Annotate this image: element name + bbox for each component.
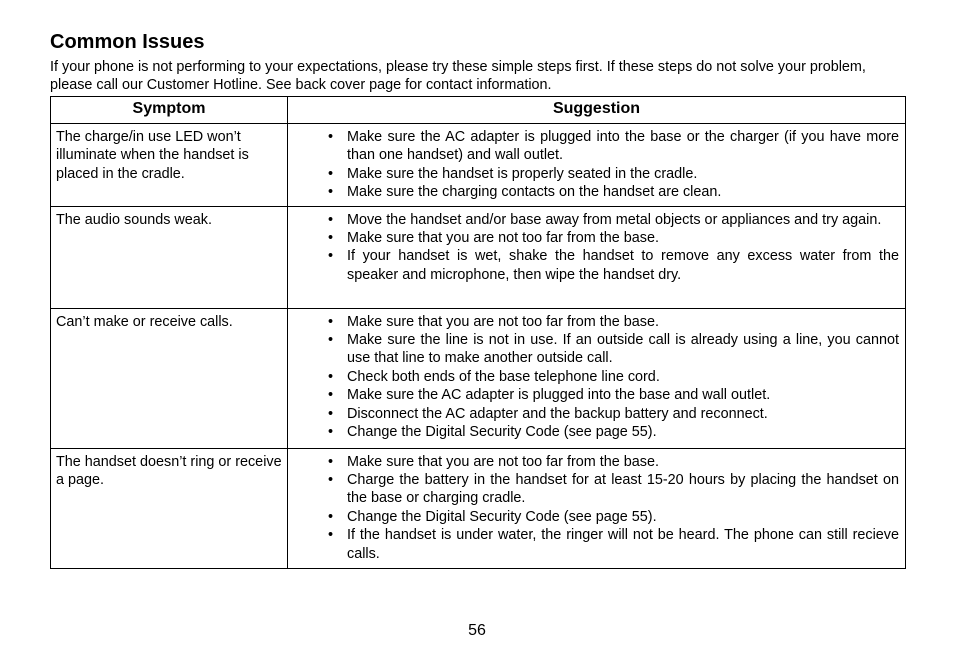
page-number: 56 [468,622,486,639]
suggestion-list [328,128,899,202]
suggestion-text: Charge the battery in the handset for at least 15-20 hours by placing the handset on the base or charging cradle. [347,472,899,507]
suggestion-text: If the handset is under water, the ringer will not be heard. The phone can still recieve calls. [347,527,899,562]
bullet-icon: • [328,313,334,330]
suggestion-item [328,331,899,368]
bullet-icon: • [328,472,334,489]
suggestion-text: Make sure the AC adapter is plugged into the base or the charger (if you have more than one handset) and wall outlet. [347,129,899,164]
bullet-icon: • [328,424,334,441]
suggestion-text: Make sure the AC adapter is plugged into the base and wall outlet. [347,387,771,404]
suggestion-item [328,526,899,563]
suggestion-text: Make sure the handset is properly seated in the cradle. [347,165,698,182]
suggestion-text: Move the handset and/or base away from metal objects or appliances and try again. [347,211,882,228]
suggestion-item [328,247,899,284]
symptom-cell: The handset doesn’t ring or receive a page. [51,448,288,568]
table-header-row [51,97,906,124]
suggestion-item [328,423,899,441]
common-issues-table [50,96,906,569]
suggestion-cell [288,448,906,568]
symptom-cell: The charge/in use LED won’t illuminate when the handset is placed in the cradle. [51,124,288,207]
suggestion-item [328,229,899,247]
suggestion-item [328,405,899,423]
bullet-icon: • [328,248,334,265]
bullet-icon: • [328,230,334,247]
suggestion-text: Make sure that you are not too far from the base. [347,230,659,247]
suggestion-item [328,368,899,386]
bullet-icon: • [328,508,334,525]
bullet-icon: • [328,387,334,404]
suggestion-text: If your handset is wet, shake the handset to remove any excess water from the speaker and microphone, then wipe the handset dry. [347,248,899,283]
suggestion-item [328,453,899,471]
suggestion-list [328,211,899,285]
bullet-icon: • [328,453,334,470]
bullet-icon: • [328,184,334,201]
suggestion-item [328,313,899,331]
suggestion-item [328,386,899,404]
suggestion-cell [288,206,906,308]
suggestion-cell [288,124,906,207]
suggestion-item [328,211,899,229]
table-row [51,206,906,308]
table-row [51,448,906,568]
bullet-icon: • [328,165,334,182]
suggestion-column-header: Suggestion [288,97,906,124]
page-title: Common Issues [50,31,205,53]
suggestion-text: Make sure the charging contacts on the handset are clean. [347,184,722,201]
bullet-icon: • [328,368,334,385]
suggestion-item [328,508,899,526]
suggestion-list [328,313,899,442]
suggestion-item [328,183,899,201]
table-row [51,124,906,207]
suggestion-cell [288,308,906,448]
suggestion-text: Disconnect the AC adapter and the backup battery and reconnect. [347,405,768,422]
suggestion-text: Make sure the line is not in use. If an outside call is already using a line, you cannot use that line to make another outside call. [347,332,899,367]
symptom-column-header: Symptom [51,97,288,124]
symptom-cell: Can’t make or receive calls. [51,308,288,448]
bullet-icon: • [328,527,334,544]
bullet-icon: • [328,211,334,228]
intro-paragraph: If your phone is not performing to your expectations, please try these simple steps first. If these steps do not solve your problem, please call our Customer Hotline. See back cover page for contact information. [50,59,866,94]
suggestion-text: Change the Digital Security Code (see page 55). [347,424,657,441]
bullet-icon: • [328,405,334,422]
suggestion-text: Change the Digital Security Code (see page 55). [347,508,657,525]
suggestion-list [328,453,899,563]
suggestion-text: Check both ends of the base telephone line cord. [347,368,660,385]
suggestion-item [328,128,899,165]
bullet-icon: • [328,129,334,145]
suggestion-item [328,165,899,183]
bullet-icon: • [328,332,334,349]
suggestion-item [328,471,899,508]
suggestion-text: Make sure that you are not too far from the base. [347,313,659,330]
suggestion-text: Make sure that you are not too far from the base. [347,453,659,470]
table-row [51,308,906,448]
symptom-cell: The audio sounds weak. [51,206,288,308]
